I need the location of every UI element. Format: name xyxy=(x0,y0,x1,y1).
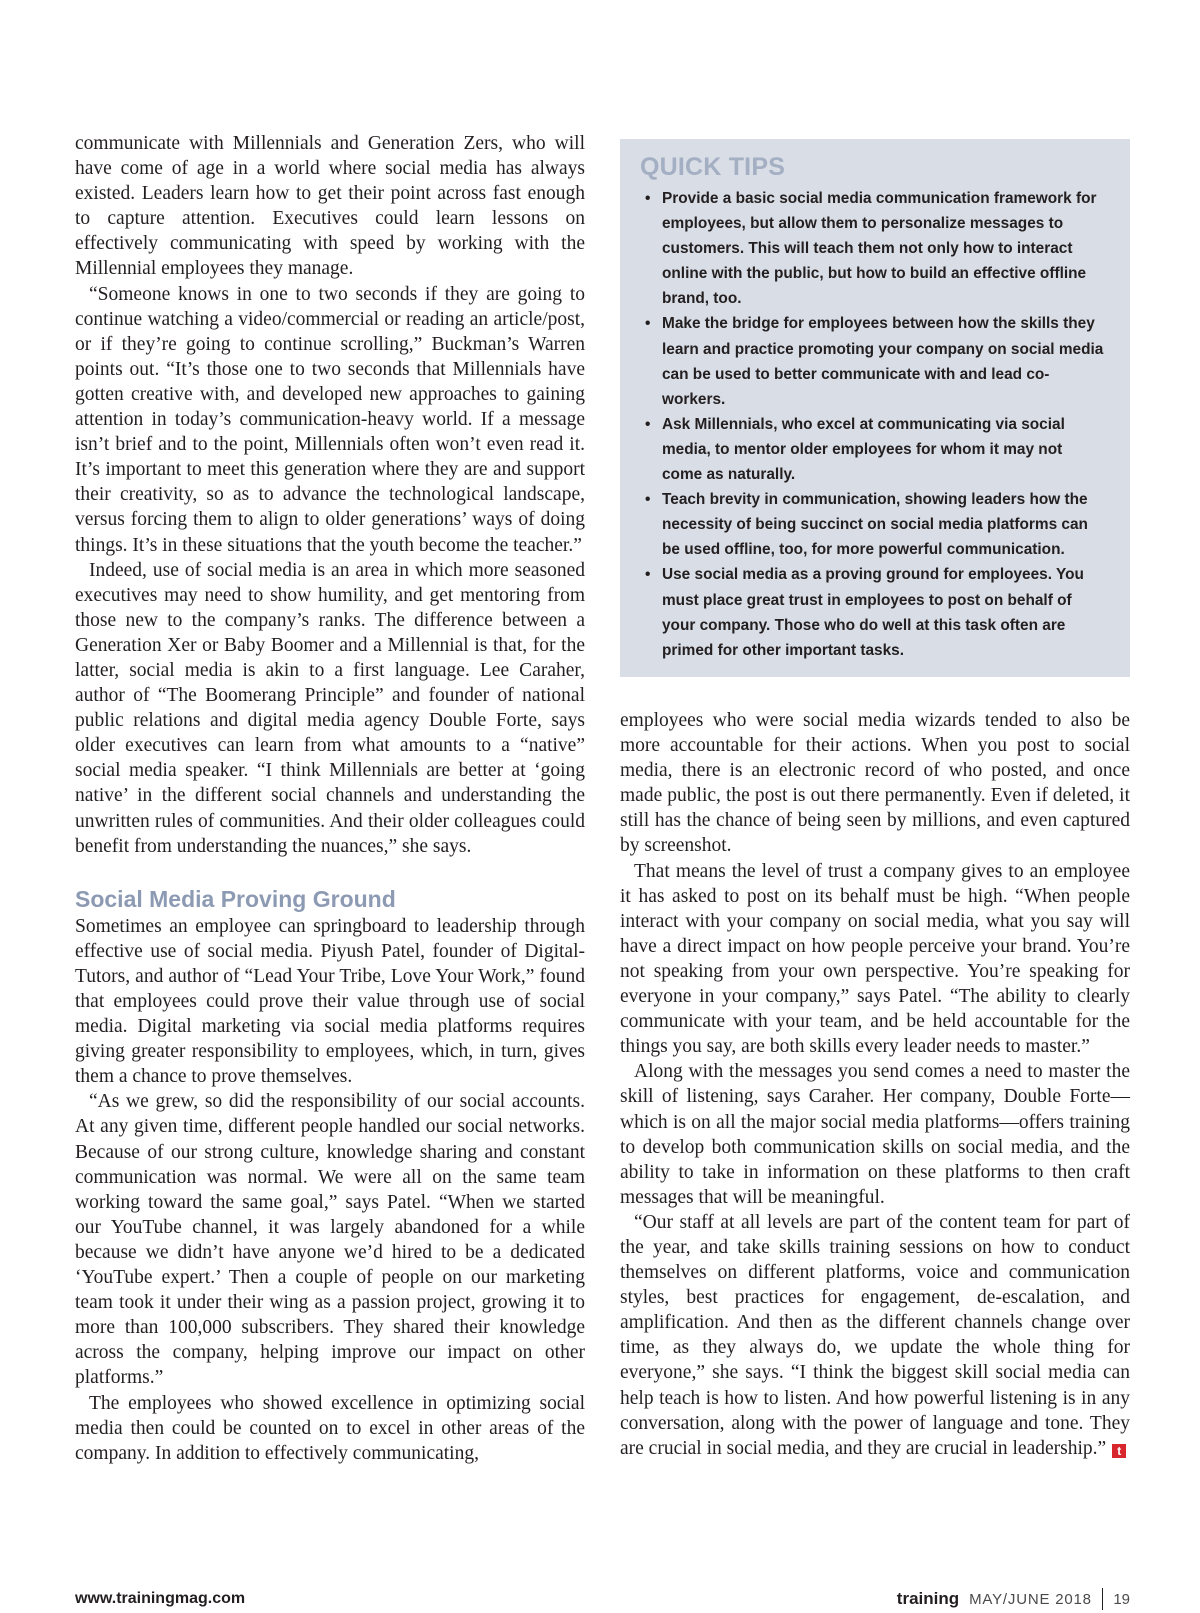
list-item: • Use social media as a proving ground for employees. You must place great trust in employees to post on behalf of your company. Those who do well at this task often are primed for other important tasks. xyxy=(640,562,1104,662)
paragraph: “Someone knows in one to two seconds if they are going to continue watching a video/commercial or reading an article/post, or if they’re going to continue scrolling,” Buckman’s Warren points out. “It’s those one to two seconds that Millennials have gotten creative with, and developed new approaches to gaining attention in today’s communication-heavy world. If a message isn’t brief and to the point, Millennials often won’t even read it. It’s important to meet this generation where they are and support their creativity, so as to advance the technological landscape, versus forcing them to align to older generations’ ways of doing things. It’s in these situations that the youth become the teacher.” xyxy=(75,283,585,556)
bullet-icon: • xyxy=(645,415,651,433)
paragraph: employees who were social media wizards tended to also be more accountable for their actions. When you post to social media, there is an electronic record of who posted, and once made public, the post is out there permanently. Even if deleted, it still has the chance of being seen by millions, and even captured by screenshot. xyxy=(620,710,1130,857)
section-heading: Social Media Proving Ground xyxy=(75,885,396,912)
bullet-icon: • xyxy=(645,315,651,333)
list-item: • Provide a basic social media communication framework for employees, but allow them to personalize messages to customers. This will teach them not only how to interact online with the public, but how to build an effective offline brand, too. xyxy=(640,186,1104,311)
bullet-icon: • xyxy=(645,190,651,207)
bullet-icon: • xyxy=(645,491,651,509)
paragraph: “As we grew, so did the responsibility of our social accounts. At any given time, different people handled our social networks. Because of our strong culture, knowledge sharing and constant communication was normal. We were all on the same team working toward the same goal,” says Patel. “When we started our YouTube channel, it was largely abandoned for a while because we didn’t have anyone we’d hired to be a dedicated ‘YouTube expert.’ Then a couple of people on our marketing team took it under their wing as a passion project, growing it to more than 100,000 subscribers. They shared their knowledge across the company, helping improve our impact on other platforms.” xyxy=(75,1091,585,1389)
paragraph: The employees who showed excellence in optimizing social media then could be counted on to excel in other areas of the company. In addition to effectively communicating, xyxy=(75,1392,585,1464)
footer-divider xyxy=(1102,1588,1104,1610)
page-number: 19 xyxy=(1113,1590,1130,1608)
paragraph: Indeed, use of social media is an area in which more seasoned executives may need to show humility, and get mentoring from those new to the company’s ranks. The difference between a Generation Xer or Baby Boomer and a Millennial is that, for the latter, social media is akin to a first language. Lee Caraher, author of “The Boomerang Principle” and founder of national public relations and digital media agency Double Forte, says older executives can learn from what amounts to a “native” social media speaker. “I think Millennials are better at ‘going native’ in the different social channels and understanding the unwritten rules of communities. And their older colleagues could benefit from understanding the nuances,” she says. xyxy=(75,559,585,857)
list-item: • Ask Millennials, who excel at communicating via social media, to mentor older employees for whom it may not come as naturally. xyxy=(640,412,1104,487)
right-column xyxy=(620,708,1130,1461)
paragraph: communicate with Millennials and Generation Zers, who will have come of age in a world where social media has always existed. Leaders learn how to get their point across fast enough to capture attention. Executives could learn lessons on effectively communicating with speed by working with the Millennial employees they manage. xyxy=(75,133,585,280)
paragraph: “Our staff at all levels are part of the content team for part of the year, and take skills training sessions on how to conduct themselves on different platforms, voice and communication styles, best practices for engagement, de-escalation, and amplification. And then as the different channels change over time, as they always do, we update the whole thing for everyone,” she says. “I think the biggest skill social media can help teach is how to listen. And how powerful listening is in any conversation, along with the power of language and tone. They are crucial in social media, and they are crucial in leadership.” t xyxy=(620,1211,1130,1459)
quick-tips-box xyxy=(620,139,1130,677)
paragraph: Along with the messages you send comes a need to master the skill of listening, says Caraher. Her company, Double Forte—which is on all the major social media platforms—offers training to develop both communication skills on social media, and the ability to take in information on these platforms to then craft messages that will be meaningful. xyxy=(620,1061,1130,1208)
bullet-icon: • xyxy=(645,566,651,584)
left-column xyxy=(75,131,585,1466)
quick-tips-title: QUICK TIPS xyxy=(640,153,786,181)
paragraph: Sometimes an employee can springboard to leadership through effective use of social media. Piyush Patel, founder of Digital-Tutors, and author of “Lead Your Tribe, Love Your Work,” found that employees could prove their value through use of social media. Digital marketing via social media platforms requires giving greater responsibility to employees, which, in turn, gives them a chance to prove themselves. xyxy=(75,915,585,1088)
list-item: • Make the bridge for employees between how the skills they learn and practice promoting your company on social media can be used to better communicate with and lead co-workers. xyxy=(640,311,1104,411)
quick-tips-list xyxy=(640,186,1104,663)
issue-date: MAY/JUNE 2018 xyxy=(969,1590,1092,1608)
footer-url[interactable]: www.trainingmag.com xyxy=(75,1590,246,1607)
list-item: • Teach brevity in communication, showing leaders how the necessity of being succinct on social media platforms can be used offline, too, for more powerful communication. xyxy=(640,487,1104,562)
footer-folio xyxy=(897,1588,1130,1610)
magazine-name: training xyxy=(896,1589,960,1608)
end-mark-icon: t xyxy=(1112,1444,1126,1458)
paragraph: That means the level of trust a company gives to an employee it has asked to post on its behalf must be high. “When people interact with your company on social media, what you say will have a direct impact on how people perceive your brand. You’re not speaking from your own perspective. You’re speaking for everyone in your company,” says Patel. “The ability to clearly communicate with your team, and be held accountable for the things you say, are both skills every leader needs to master.” xyxy=(620,860,1130,1058)
